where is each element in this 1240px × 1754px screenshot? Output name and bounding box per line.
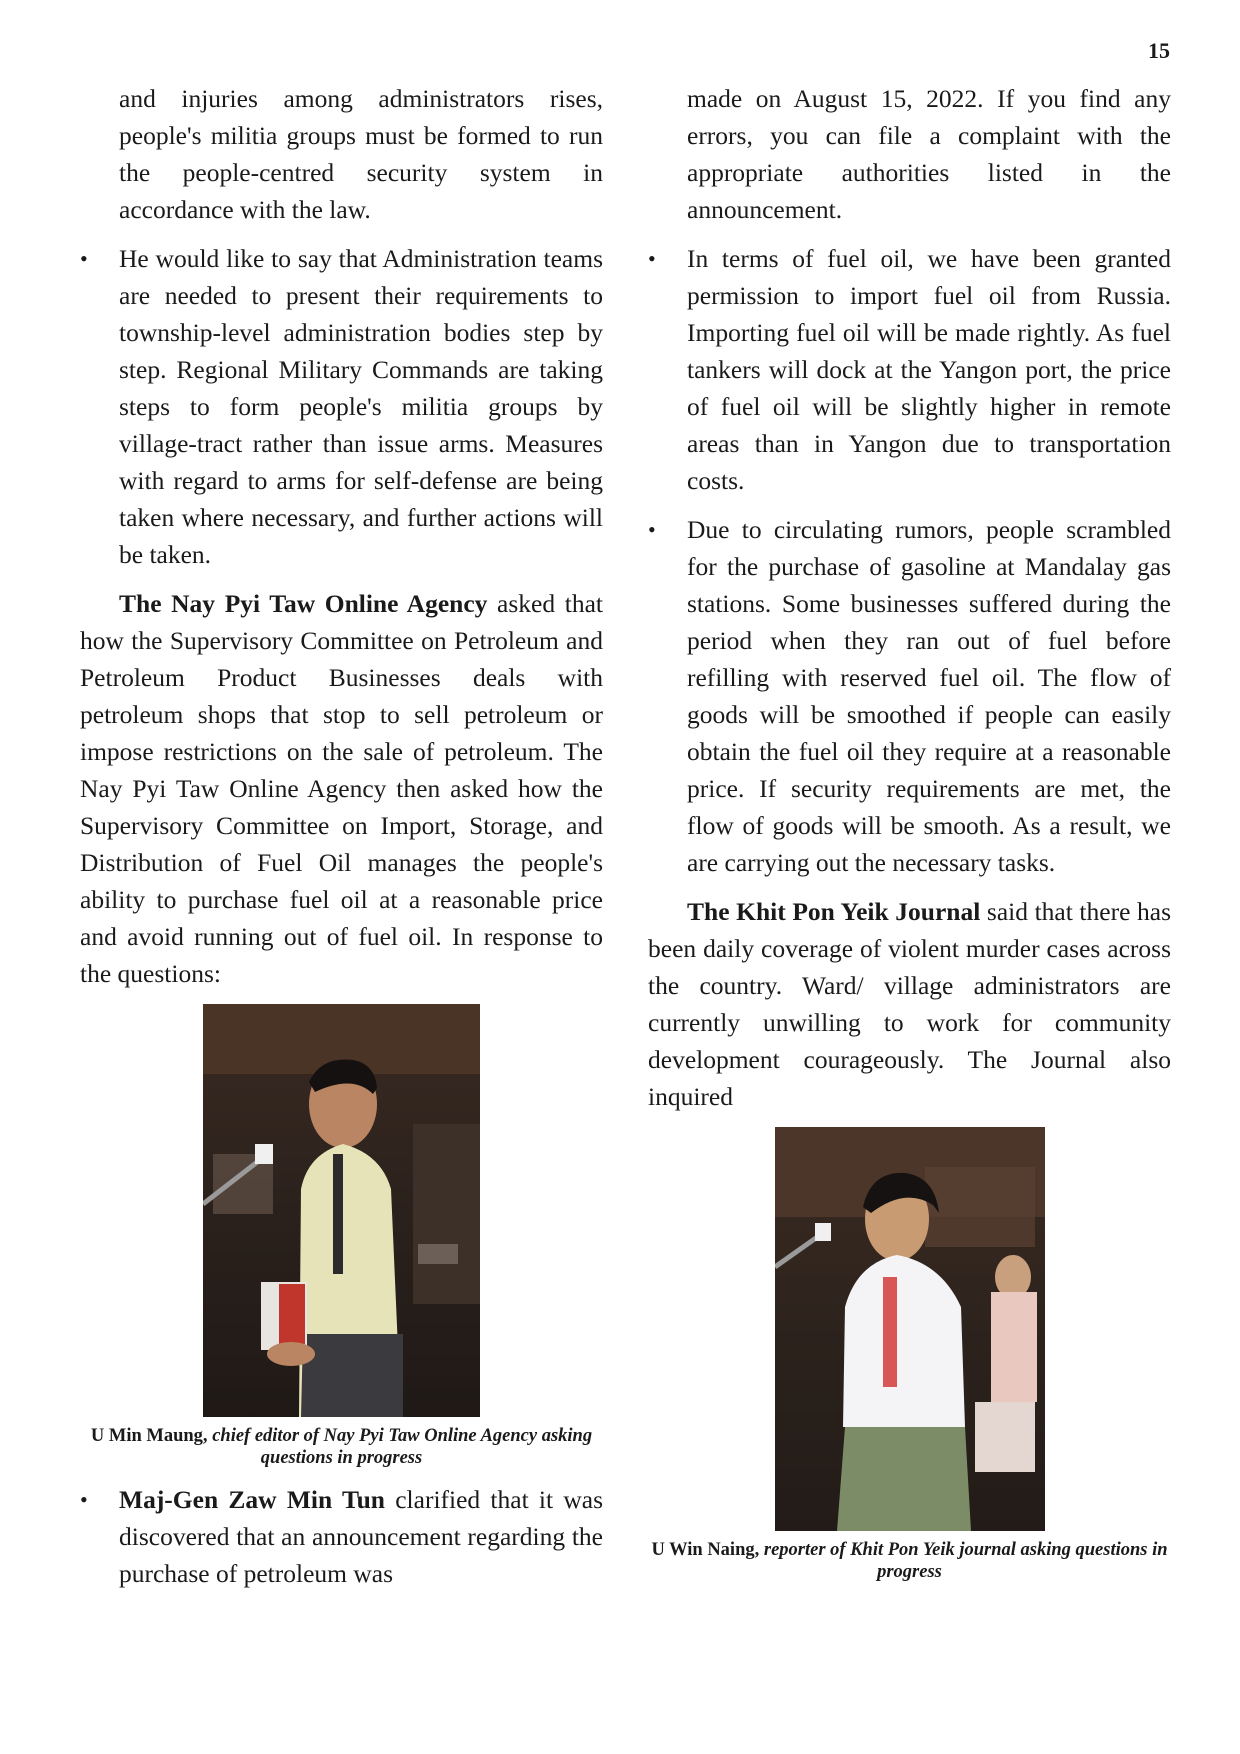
- bullet-list-2: [80, 1481, 603, 1592]
- caption-description: reporter of Khit Pon Yeik journal asking questions in progress: [763, 1540, 1168, 1582]
- photo-u-min-maung: [203, 1004, 480, 1417]
- continuation-text-right: made on August 15, 2022. If you find any errors, you can file a complaint with the appropriate authorities listed in the announcement.: [687, 84, 1171, 224]
- bullet-item-rumors: • Due to circulating rumors, people scrambled for the purchase of gasoline at Mandalay gas stations. Some businesses suffered during the period when they ran out of fuel before refilling with reserved fuel oil. The flow of goods will be smoothed if people can easily obtain the fuel oil they require at a reasonable price. If security requirements are met, the flow of goods will be smooth. As a result, we are carrying out the necessary tasks.: [648, 511, 1171, 881]
- right-column: [648, 80, 1171, 1583]
- photo-u-win-naing: [775, 1127, 1045, 1531]
- photo-caption-u-min-maung: [80, 1425, 603, 1469]
- bullet-list: [80, 240, 603, 573]
- paragraph-body: said that there has been daily coverage of violent murder cases across the country. Ward/ village administrators are currently unwilling to work for community development courageously. The Journal also inquired: [648, 897, 1171, 1111]
- bullet-item-administration: • He would like to say that Administration teams are needed to present their requirements to township-level administration bodies step by step. Regional Military Commands are taking steps to form people's militia groups by village-tract rather than issue arms. Measures with regard to arms for self-defense are being taken where necessary, and further actions will be taken.: [80, 240, 603, 573]
- caption-description: chief editor of Nay Pyi Taw Online Agency asking questions in progress: [212, 1426, 593, 1468]
- agency-name: The Nay Pyi Taw Online Agency: [119, 589, 488, 618]
- caption-name: U Win Naing,: [651, 1540, 764, 1560]
- paragraph-khit-pon-yeik: [648, 893, 1171, 1115]
- photo-u-min-maung-image: [203, 1004, 480, 1417]
- bullet-item-zaw-min-tun: [80, 1481, 603, 1592]
- bullet-body: clarified that it was discovered that an announcement regarding the purchase of petroleum was: [119, 1485, 603, 1588]
- paragraph-nay-pyi-taw-question: [80, 585, 603, 992]
- page-number: 15: [1148, 38, 1170, 63]
- journal-name: The Khit Pon Yeik Journal: [687, 897, 981, 926]
- bullet-item-fuel-import: • In terms of fuel oil, we have been granted permission to import fuel oil from Russia. Importing fuel oil will be made rightly. As fuel tankers will dock at the Yangon port, the price of fuel oil will be slightly higher in remote areas than in Yangon due to transportation costs.: [648, 240, 1171, 499]
- paragraph-body: asked that how the Supervisory Committee on Petroleum and Petroleum Product Businesses deals with petroleum shops that stop to sell petroleum or impose restrictions on the sale of petroleum. The Nay Pyi Taw Online Agency then asked how the Supervisory Committee on Import, Storage, and Distribution of Fuel Oil manages the people's ability to purchase fuel oil at a reasonable price and avoid running out of fuel oil. In response to the questions:: [80, 589, 603, 988]
- photo-u-win-naing-image: [775, 1127, 1045, 1531]
- bullet-list-right: [648, 240, 1171, 881]
- left-column: [80, 80, 603, 1592]
- caption-name: U Min Maung,: [90, 1426, 213, 1446]
- speaker-name: Maj-Gen Zaw Min Tun: [119, 1485, 385, 1514]
- photo-caption-u-win-naing: [648, 1539, 1171, 1583]
- continuation-text: and injuries among administrators rises, people's militia groups must be formed to run the people-centred security system in accordance with the law.: [119, 84, 603, 224]
